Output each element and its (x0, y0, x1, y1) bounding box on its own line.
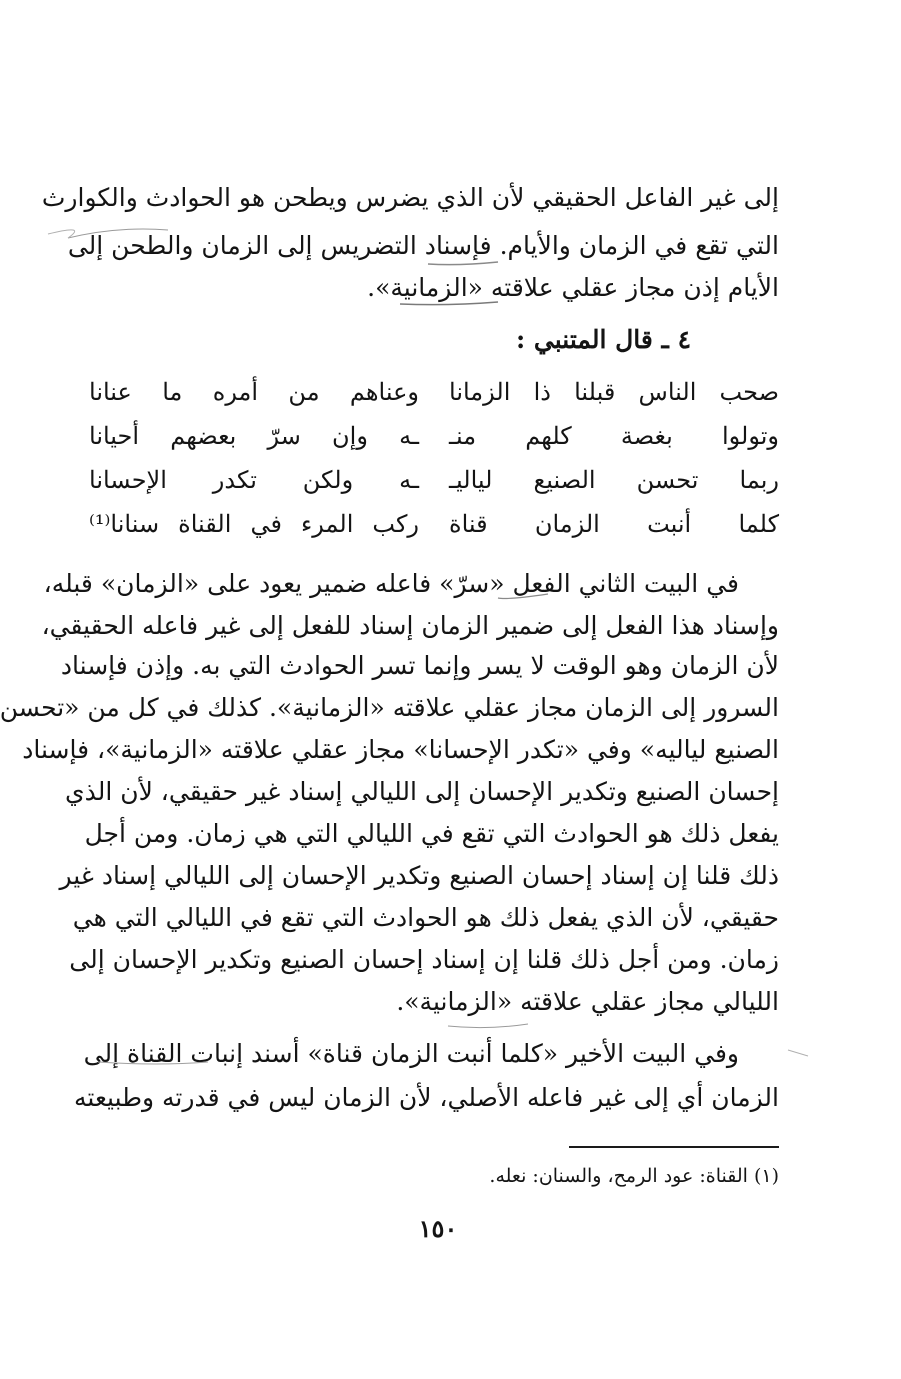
paragraph-3-line-2: الزمان أي إلى غير فاعله الأصلي، لأن الزمان ليس في قدرته وطبيعته (74, 1083, 779, 1112)
verse-3-second-hemistich: ـه ولكن تكدر الإحسانا (89, 466, 419, 494)
verse-3 (89, 462, 779, 502)
paragraph-1-line-1: إلى غير الفاعل الحقيقي لأن الذي يضرس ويطحن هو الحوادث والكوارث (41, 183, 779, 212)
verse-4-second-hemistich: ركب المرء في القناة سنانا⁽¹⁾ (89, 510, 419, 538)
verse-1-first-hemistich: صحب الناس قبلنا ذا الزمانا (449, 378, 779, 406)
verse-1-second-hemistich: وعناهم من أمره ما عنانا (89, 378, 419, 406)
paragraph-2-line-5: الصنيع لياليه» وفي «تكدر الإحسانا» مجاز عقلي علاقته «الزمانية»، فإسناد (22, 735, 779, 764)
footnote-separator (569, 1146, 779, 1148)
verse-1 (89, 374, 779, 414)
paragraph-3-line-1: وفي البيت الأخير «كلما أنبت الزمان قناة» أسند إنبات القناة إلى (83, 1039, 739, 1068)
verse-4-first-hemistich: كلما أنبت الزمان قناة (449, 510, 779, 538)
footnote: (١) القناة: عود الرمح، والسنان: نعله. (489, 1165, 779, 1187)
verse-2 (89, 418, 779, 458)
poem-heading: ٤ ـ قال المتنبي : (515, 325, 691, 354)
verse-2-second-hemistich: ـه وإن سرّ بعضهم أحيانا (89, 422, 419, 450)
verse-2-first-hemistich: وتولوا بغصة كلهم منـ (449, 422, 779, 450)
paragraph-2-line-4: السرور إلى الزمان مجاز عقلي علاقته «الزمانية». كذلك في كل من «تحسن (0, 693, 779, 722)
paragraph-2-line-2: وإسناد هذا الفعل إلى ضمير الزمان إسناد للفعل إلى غير فاعله الحقيقي، (41, 611, 779, 640)
paragraph-2-line-6: إحسان الصنيع وتكدير الإحسان إلى الليالي إسناد غير حقيقي، لأن الذي (65, 777, 779, 806)
paragraph-2-line-3: لأن الزمان وهو الوقت لا يسر وإنما تسر الحوادث التي به. وإذن فإسناد (60, 651, 779, 680)
paragraph-1-line-2: التي تقع في الزمان والأيام. فإسناد التضريس إلى الزمان والطحن إلى (67, 231, 779, 260)
page-number: ١٥٠ (418, 1214, 458, 1243)
paragraph-2-line-1: في البيت الثاني الفعل «سرّ» فاعله ضمير يعود على «الزمان» قبله، (43, 569, 739, 598)
paragraph-2-line-7: يفعل ذلك هو الحوادث التي تقع في الليالي التي هي زمان. ومن أجل (84, 819, 779, 848)
paragraph-2-line-10: زمان. ومن أجل ذلك قلنا إن إسناد إحسان الصنيع وتكدير الإحسان إلى (69, 945, 779, 974)
verse-3-first-hemistich: ربما تحسن الصنيع لياليـ (449, 466, 779, 494)
paragraph-1-line-3: الأيام إذن مجاز عقلي علاقته «الزمانية». (367, 273, 779, 302)
paragraph-2-line-9: حقيقي، لأن الذي يفعل ذلك هو الحوادث التي تقع في الليالي التي هي (72, 903, 779, 932)
paragraph-2-line-11: الليالي مجاز عقلي علاقته «الزمانية». (396, 987, 779, 1016)
paragraph-2-line-8: ذلك قلنا إن إسناد إحسان الصنيع وتكدير الإحسان إلى الليالي إسناد غير (59, 861, 779, 890)
verse-4 (89, 506, 779, 546)
